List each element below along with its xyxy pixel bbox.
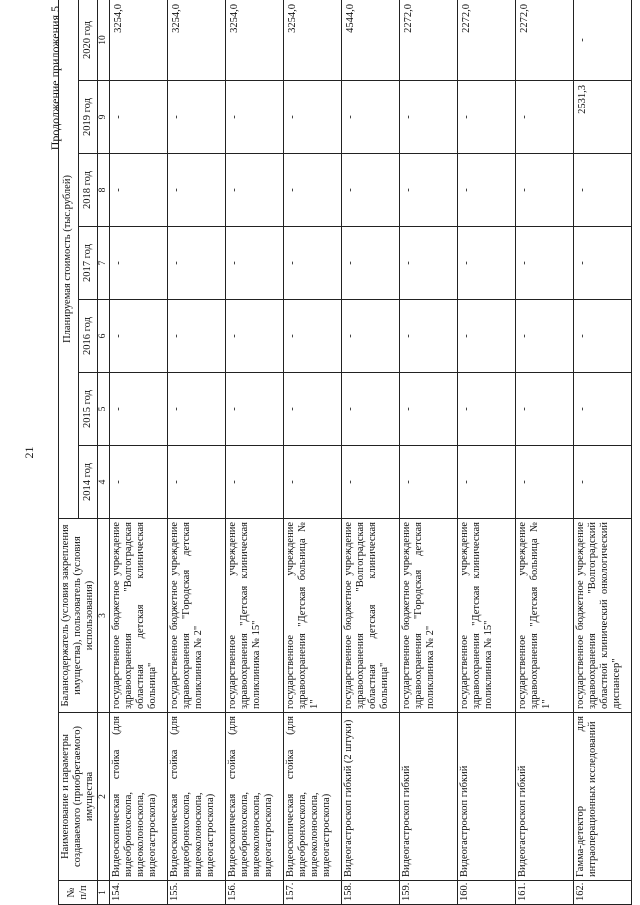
row-cost-value: - — [400, 300, 458, 373]
page-number: 21 — [22, 446, 36, 459]
table-body — [110, 0, 632, 905]
row-cost-value: - — [168, 373, 226, 446]
row-item-name: Видеоскопическая стойка (для видеобронхоскопа, видеоколоноскопа, видеогастроскопа) — [110, 713, 168, 881]
row-cost-value: - — [516, 300, 574, 373]
row-cost-value: - — [400, 373, 458, 446]
row-cost-value: 2531,3 — [574, 81, 632, 154]
header-year: 2018 год — [78, 154, 98, 227]
header-num: № п/п — [59, 881, 98, 905]
header-year: 2017 год — [78, 227, 98, 300]
header-column-index: 8 — [98, 154, 110, 227]
row-cost-value: - — [342, 373, 400, 446]
table-row — [226, 0, 284, 905]
row-balance-holder: государственное учреждение здравоохранения "Детская больница № 1" — [284, 519, 342, 713]
table-row — [342, 0, 400, 905]
row-cost-value: - — [284, 300, 342, 373]
row-cost-value: - — [168, 446, 226, 519]
row-cost-value: - — [284, 227, 342, 300]
row-cost-value: - — [168, 154, 226, 227]
row-number: 154. — [110, 881, 168, 905]
header-year: 2019 год — [78, 81, 98, 154]
row-item-name: Видеогастроскоп гибкий — [400, 713, 458, 881]
row-cost-value: - — [284, 81, 342, 154]
header-year: 2016 год — [78, 300, 98, 373]
row-cost-value: 2272,0 — [516, 0, 574, 81]
row-item-name: Видеоскопическая стойка (для видеобронхоскопа, видеоколоноскопа, видеогастроскопа) — [168, 713, 226, 881]
row-cost-value: - — [110, 154, 168, 227]
row-number: 155. — [168, 881, 226, 905]
row-number: 161. — [516, 881, 574, 905]
row-balance-holder: государственное учреждение здравоохранения "Детская больница № 1" — [516, 519, 574, 713]
table-row — [284, 0, 342, 905]
property-cost-table — [58, 0, 632, 905]
row-cost-value: - — [516, 81, 574, 154]
header-column-index: 6 — [98, 300, 110, 373]
row-cost-value: - — [574, 154, 632, 227]
row-cost-value: - — [226, 446, 284, 519]
row-cost-value: - — [574, 373, 632, 446]
row-cost-value: 2272,0 — [458, 0, 516, 81]
row-balance-holder: государственное бюджетное учреждение здравоохранения "Городская детская поликлиника № 2" — [168, 519, 226, 713]
header-year: 2020 год — [78, 0, 98, 81]
row-cost-value: - — [110, 227, 168, 300]
header-column-index: 3 — [98, 519, 110, 713]
row-cost-value: - — [168, 227, 226, 300]
row-cost-value: - — [458, 446, 516, 519]
row-item-name: Видеоскопическая стойка (для видеобронхоскопа, видеоколоноскопа, видеогастроскопа) — [226, 713, 284, 881]
row-item-name: Видеогастроскоп гибкий (2 штуки) — [342, 713, 400, 881]
row-cost-value: 3254,0 — [284, 0, 342, 81]
continuation-label: Продолжение приложения 5 — [48, 6, 62, 151]
row-cost-value: - — [458, 154, 516, 227]
row-cost-value: - — [458, 300, 516, 373]
row-cost-value: - — [574, 227, 632, 300]
row-item-name: Видеоскопическая стойка (для видеобронхоскопа, видеоколоноскопа, видеогастроскопа) — [284, 713, 342, 881]
header-row-1 — [59, 0, 79, 905]
row-cost-value: 3254,0 — [226, 0, 284, 81]
table-row — [458, 0, 516, 905]
row-cost-value: - — [516, 373, 574, 446]
row-cost-value: - — [226, 300, 284, 373]
row-number: 158. — [342, 881, 400, 905]
row-item-name: Гамма-детектор для интраоперационных исследований — [574, 713, 632, 881]
row-balance-holder: государственное бюджетное учреждение здравоохранения "Городская детская поликлиника № 2" — [400, 519, 458, 713]
header-cost-group: Планируемая стоимость (тыс.рублей) — [59, 0, 79, 519]
row-cost-value: - — [110, 81, 168, 154]
row-cost-value: - — [342, 81, 400, 154]
row-cost-value: - — [400, 227, 458, 300]
header-column-index: 5 — [98, 373, 110, 446]
row-cost-value: - — [516, 154, 574, 227]
row-cost-value: - — [110, 300, 168, 373]
header-year: 2014 год — [78, 446, 98, 519]
row-balance-holder: государственное учреждение здравоохранения "Детская клиническая поликлиника № 15" — [458, 519, 516, 713]
header-column-index: 10 — [98, 0, 110, 81]
row-number: 162. — [574, 881, 632, 905]
row-balance-holder: государственное бюджетное учреждение здравоохранения "Волгоградская областная детская клиническая больница" — [110, 519, 168, 713]
row-cost-value: - — [342, 300, 400, 373]
row-cost-value: - — [284, 373, 342, 446]
row-cost-value: - — [168, 300, 226, 373]
row-cost-value: - — [110, 446, 168, 519]
row-cost-value: - — [226, 81, 284, 154]
row-number: 157. — [284, 881, 342, 905]
row-balance-holder: государственное бюджетное учреждение здравоохранения "Волгоградский областной клинический онкологический диспансер" — [574, 519, 632, 713]
row-balance-holder: государственное бюджетное учреждение здравоохранения "Волгоградская областная детская клиническая больница" — [342, 519, 400, 713]
row-cost-value: - — [400, 446, 458, 519]
header-column-index: 4 — [98, 446, 110, 519]
row-cost-value: 2272,0 — [400, 0, 458, 81]
row-cost-value: 4544,0 — [342, 0, 400, 81]
row-cost-value: - — [516, 227, 574, 300]
row-cost-value: 3254,0 — [168, 0, 226, 81]
row-cost-value: - — [516, 446, 574, 519]
row-cost-value: 3254,0 — [110, 0, 168, 81]
row-number: 156. — [226, 881, 284, 905]
header-name: Наименование и параметры создаваемого (приобретаемого) имущества — [59, 713, 98, 881]
row-cost-value: - — [574, 300, 632, 373]
row-cost-value: - — [226, 154, 284, 227]
header-year: 2015 год — [78, 373, 98, 446]
row-number: 159. — [400, 881, 458, 905]
row-cost-value: - — [342, 154, 400, 227]
table-row — [400, 0, 458, 905]
table-row — [516, 0, 574, 905]
header-column-index: 1 — [98, 881, 110, 905]
table-row — [168, 0, 226, 905]
row-cost-value: - — [342, 227, 400, 300]
row-cost-value: - — [226, 373, 284, 446]
row-cost-value: - — [400, 81, 458, 154]
row-cost-value: - — [284, 446, 342, 519]
row-cost-value: - — [284, 154, 342, 227]
row-cost-value: - — [458, 81, 516, 154]
row-cost-value: - — [458, 373, 516, 446]
row-item-name: Видеогастроскоп гибкий — [516, 713, 574, 881]
row-cost-value: - — [168, 81, 226, 154]
row-cost-value: - — [458, 227, 516, 300]
row-cost-value: - — [226, 227, 284, 300]
row-balance-holder: государственное учреждение здравоохранения "Детская клиническая поликлиника № 15" — [226, 519, 284, 713]
row-cost-value: - — [110, 373, 168, 446]
header-index-row — [98, 0, 110, 905]
row-number: 160. — [458, 881, 516, 905]
header-column-index: 2 — [98, 713, 110, 881]
header-column-index: 7 — [98, 227, 110, 300]
header-column-index: 9 — [98, 81, 110, 154]
row-item-name: Видеогастроскоп гибкий — [458, 713, 516, 881]
row-cost-value: - — [342, 446, 400, 519]
table-row — [574, 0, 632, 905]
row-cost-value: - — [574, 446, 632, 519]
table-row — [110, 0, 168, 905]
row-cost-value: - — [400, 154, 458, 227]
row-cost-value: - — [574, 0, 632, 81]
header-holder: Балансодержатель (условия закрепления имущества), пользователь (условия использования) — [59, 519, 98, 713]
